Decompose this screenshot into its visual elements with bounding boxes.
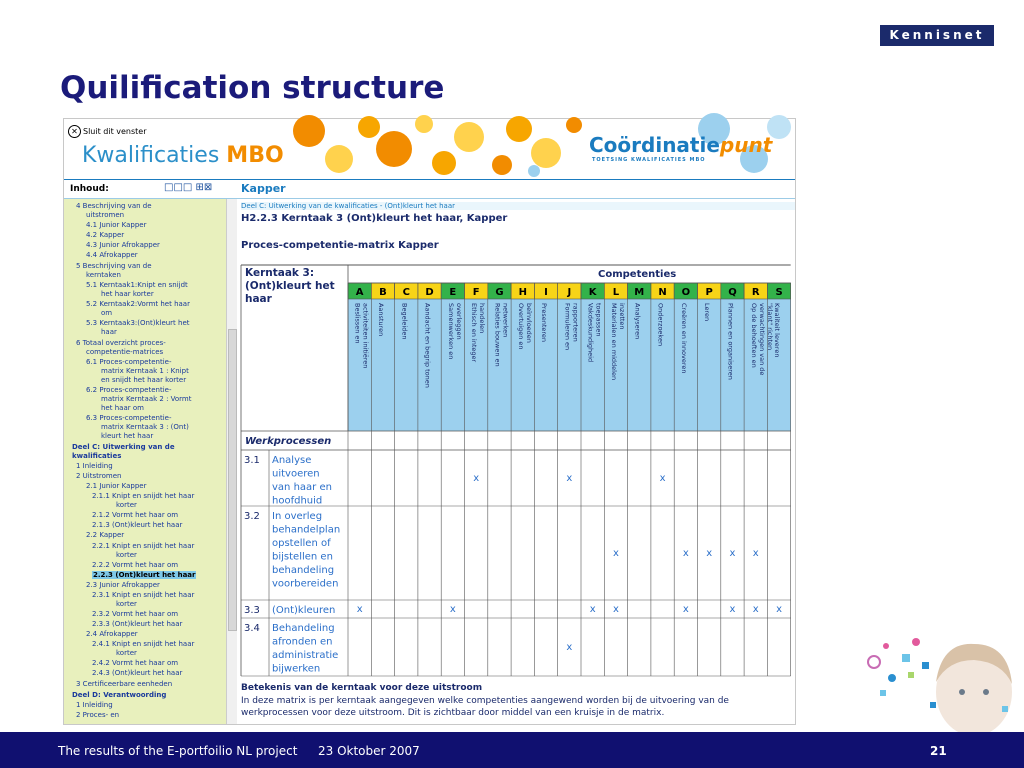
embedded-screenshot [63, 118, 796, 725]
slide-footer [0, 732, 1024, 768]
werkproces-name[interactable]: (Ont)kleuren [272, 605, 336, 616]
werkproces-name[interactable]: bijstellen en [272, 551, 333, 563]
scrollbar-thumb[interactable] [228, 329, 237, 631]
competence-name-group [657, 303, 665, 346]
werkproces-number: 3.3 [244, 605, 260, 616]
toc-item[interactable]: 2.4.1 Knipt en snijdt het haar [92, 640, 195, 648]
page-heading: H2.2.3 Kerntaak 3 (Ont)kleurt het haar, Kapper [241, 213, 508, 224]
toc-item[interactable]: matrix Kerntaak 1 : Knipt [101, 367, 189, 375]
competence-mark: x [729, 548, 736, 559]
toc-item[interactable]: uitstromen [86, 211, 125, 219]
toc-item[interactable]: 4.1 Junior Kapper [86, 221, 147, 229]
app-header [64, 119, 795, 177]
toc-item[interactable]: korter [116, 600, 137, 608]
competence-name-group [773, 303, 781, 357]
toc-item[interactable]: korter [116, 551, 137, 559]
competence-name: Samenwerken en [446, 303, 455, 360]
partner-logo-main: Coördinatie [589, 133, 720, 157]
competence-letter: O [681, 287, 691, 298]
toc-item[interactable]: 1 Inleiding [76, 462, 113, 470]
toc-item[interactable]: 2.1.1 Knipt en snijdt het haar [92, 492, 195, 500]
kerntaak-label: haar [245, 293, 272, 305]
toc-item[interactable]: 2.2.2 Vormt het haar om [92, 561, 179, 569]
toc-item[interactable]: korter [116, 501, 137, 509]
toc-item[interactable]: korter [116, 649, 137, 657]
breadcrumb[interactable]: Deel C: Uitwerking van de kwalificaties - (Ont)kleurt het haar [241, 202, 795, 210]
competence-name-group [517, 303, 533, 350]
toc-item[interactable]: 5.1 Kerntaak1:Knipt en snijdt [86, 281, 188, 289]
competence-letter: H [518, 287, 527, 298]
competence-name: toepassen [594, 303, 603, 337]
werkproces-number: 3.1 [244, 455, 260, 466]
toc-item[interactable]: 4 Beschrijving van de [76, 202, 152, 210]
app-title-plain: Kwalificaties [82, 143, 227, 168]
kennisnet-logo: Kennisnet [880, 25, 994, 46]
competence-letter: K [588, 287, 597, 298]
werkproces-name[interactable]: Analyse [272, 455, 312, 466]
competence-name-group [633, 303, 641, 339]
competence-mark: x [473, 473, 480, 484]
werkproces-name[interactable]: In overleg [272, 511, 323, 522]
competence-mark: x [706, 548, 713, 559]
toc-item[interactable]: 2.1 Junior Kapper [86, 482, 147, 490]
competence-mark: x [752, 604, 759, 615]
main-content [241, 199, 795, 724]
competence-letter: A [355, 287, 364, 298]
competence-name: Presenteren [540, 303, 549, 343]
nav-icons[interactable]: □□□ ⊞⊠ [164, 182, 213, 193]
toc-item[interactable]: 2.4.2 Vormt het haar om [92, 659, 179, 667]
competence-letter: L [612, 287, 620, 298]
app-title [82, 143, 284, 168]
toc-item[interactable]: 2.2.3 (Ont)kleurt het haar [93, 571, 196, 579]
competence-name: activiteiten initiëren [361, 303, 370, 369]
toc-item[interactable]: matrix Kerntaak 3 : (Ont) [101, 423, 189, 431]
competence-name-group [400, 303, 408, 339]
toc-item[interactable]: competentie-matrices [86, 348, 164, 356]
toc-item[interactable]: 5.3 Kerntaak3:(Ont)kleurt het [86, 319, 190, 327]
page-number: 21 [930, 744, 947, 758]
close-window-label: Sluit dit venster [83, 127, 147, 136]
competence-letter: D [425, 287, 434, 298]
toc-item[interactable]: 2.1.3 (Ont)kleurt het haar [92, 521, 183, 529]
toc-item[interactable]: 2 Uitstromen [76, 472, 122, 480]
werkproces-name[interactable]: administratie [272, 650, 339, 661]
competence-name: Beslissen en [353, 303, 362, 344]
competence-mark: x [566, 642, 573, 653]
competence-name: Ethisch en integer [470, 303, 479, 363]
competence-mark: x [589, 604, 596, 615]
competence-letter: R [751, 287, 760, 298]
competence-name-group [377, 303, 385, 336]
competence-name: Op de behoeften en [749, 303, 758, 368]
competence-mark: x [752, 548, 759, 559]
werkproces-name[interactable]: behandeling [272, 565, 335, 576]
toc-item[interactable]: 2 Proces- en [76, 711, 120, 719]
competence-letter: M [634, 287, 645, 298]
toc-item[interactable]: 1 Inleiding [76, 701, 113, 709]
competence-matrix [241, 265, 795, 675]
toc-item[interactable]: 2.3.3 (Ont)kleurt het haar [92, 620, 183, 628]
toc-item[interactable]: het haar om [101, 404, 144, 412]
toc-item[interactable]: 6.1 Proces-competentie- [86, 358, 172, 366]
competence-letter: B [379, 287, 387, 298]
footer-date: 23 Oktober 2007 [318, 744, 420, 758]
toc-item[interactable]: 4.3 Junior Afrokapper [86, 241, 160, 249]
toc-item[interactable]: 2.2.1 Knipt en snijdt het haar [92, 542, 195, 550]
werkprocessen-label: Werkprocessen [245, 436, 332, 447]
toc-item[interactable]: 2.4 Afrokapper [86, 630, 138, 638]
toc-item[interactable]: 2.3.2 Vormt het haar om [92, 610, 179, 618]
toc-item[interactable]: kerntaken [86, 271, 121, 279]
betekenis-heading: Betekenis van de kerntaak voor deze uitstroom [241, 683, 483, 693]
werkproces-name[interactable]: afronden en [272, 636, 333, 648]
competence-name-group [540, 303, 548, 342]
page-header: Kapper [241, 182, 286, 195]
app-title-accent: MBO [226, 143, 284, 168]
werkproces-name[interactable]: van haar en [272, 482, 332, 493]
competence-name: Plannen en organiseren [726, 303, 735, 380]
competence-name: overleggen [454, 303, 463, 340]
competence-letter: P [705, 287, 713, 298]
competence-name: Overtuigen en [516, 303, 525, 350]
competence-name: Formuleren en [563, 303, 572, 351]
competence-name-group [703, 303, 711, 321]
competence-mark: x [356, 604, 363, 615]
toc-item[interactable]: om [101, 309, 113, 317]
decorative-child-face-image [862, 632, 1020, 732]
werkproces-name[interactable]: Behandeling [272, 623, 335, 634]
competence-name: verwachtingen van de [757, 303, 766, 376]
competence-name: Vakdeskundigheid [586, 303, 595, 363]
toc-item[interactable]: 6.3 Proces-competentie- [86, 414, 172, 422]
toc-item[interactable]: 2.4.3 (Ont)kleurt het haar [92, 669, 183, 677]
toc-item[interactable]: 6.2 Proces-competentie- [86, 386, 172, 394]
toc-item[interactable]: het haar korter [101, 290, 154, 298]
competence-mark: x [682, 548, 689, 559]
toc-item[interactable]: haar [101, 328, 117, 336]
competence-mark: x [612, 548, 619, 559]
toc-item[interactable]: 4.2 Kapper [86, 231, 125, 239]
competence-name: rapporteren [571, 303, 580, 342]
competence-name: Aansturen [376, 303, 385, 337]
footer-project: The results of the E-portfoilio NL project [58, 744, 298, 758]
competence-name: Materialen en middelen [609, 303, 618, 381]
werkproces-number: 3.4 [244, 623, 260, 634]
werkproces-name[interactable]: behandelplan [272, 524, 341, 536]
kerntaak-label: Kerntaak 3: [245, 267, 315, 279]
werkproces-number: 3.2 [244, 511, 260, 522]
werkproces-name[interactable]: bijwerken [272, 663, 321, 675]
close-window-button[interactable] [68, 125, 147, 138]
competence-letter: F [472, 287, 480, 298]
werkproces-name[interactable]: hoofdhuid [272, 495, 323, 507]
toc-item[interactable]: kleurt het haar [101, 432, 154, 440]
toc-item[interactable]: 5 Beschrijving van de [76, 262, 152, 270]
toc-item[interactable]: 5.2 Kerntaak2:Vormt het haar [86, 300, 190, 308]
toc-item[interactable]: 2.1.2 Vormt het haar om [92, 511, 179, 519]
competence-mark: x [776, 604, 783, 615]
competence-mark: x [612, 604, 619, 615]
inhoud-label: Inhoud: [70, 184, 109, 194]
competence-letter: N [658, 287, 667, 298]
competence-name-group [424, 303, 432, 388]
competence-name: "klant" richten [765, 303, 774, 351]
toc-item[interactable]: kwalificaties [72, 452, 122, 460]
toc-item[interactable]: 2.3 Junior Afrokapper [86, 581, 160, 589]
betekenis-text: In deze matrix is per kerntaak aangegeven welke competenties aangewend worden bij de uitvoering van de werkprocessen voor deze uitstroom. Dit is zichtbaar door middel van een kruisje in de matrix. [241, 696, 729, 718]
competence-name: Aandacht en begrip tonen [423, 303, 432, 388]
competence-name: Begeleiden [400, 303, 409, 340]
competence-letter: J [567, 287, 572, 298]
competenties-label: Competenties [598, 269, 677, 280]
competence-name: Kwaliteit leveren [773, 303, 782, 358]
competence-name: Analyseren [633, 303, 642, 340]
competence-name: handelen [478, 303, 487, 334]
werkproces-name[interactable]: uitvoeren [272, 468, 320, 480]
matrix-subheading: Proces-competentie-matrix Kapper [241, 240, 439, 251]
close-icon: ✕ [68, 125, 81, 138]
partner-logo-accent: punt [719, 133, 773, 157]
partner-logo-subtitle: TOETSING KWALIFICATIES MBO [592, 157, 706, 163]
competence-letter: C [402, 287, 410, 298]
competence-letter: Q [728, 287, 737, 298]
toc-scrollbar[interactable] [226, 199, 237, 724]
competence-mark: x [659, 473, 666, 484]
toc-item[interactable]: 2.2 Kapper [86, 531, 125, 539]
competence-name: inzetten [617, 303, 626, 330]
competence-mark: x [729, 604, 736, 615]
competence-name: Onderzoeken [656, 303, 665, 347]
toc-item[interactable]: 6 Totaal overzicht proces- [76, 339, 166, 347]
werkproces-name[interactable]: voorbereiden [272, 578, 339, 590]
competence-mark: x [566, 473, 573, 484]
competence-name-group [726, 303, 734, 380]
table-of-contents [64, 199, 226, 724]
competence-name: Leren [703, 303, 712, 322]
toc-item[interactable]: 3 Certificeerbare eenheden [76, 680, 173, 688]
competence-name: netwerken [501, 303, 510, 338]
kerntaak-label: (Ont)kleurt het [245, 280, 335, 292]
competence-name-group [680, 303, 688, 373]
toc-item[interactable]: matrix Kerntaak 2 : Vormt [101, 395, 192, 403]
nav-bar [64, 179, 795, 199]
competence-name: Relaties bouwen en [493, 303, 502, 367]
competence-letter: G [495, 287, 504, 298]
toc-item[interactable]: Deel C: Uitwerking van de [72, 443, 175, 451]
toc-item[interactable]: 2.3.1 Knipt en snijdt het haar [92, 591, 195, 599]
toc-item[interactable]: en snijdt het haar korter [101, 376, 187, 384]
competence-mark: x [682, 604, 689, 615]
competence-name: beïnvloeden [524, 303, 533, 343]
competence-letter: I [544, 287, 548, 298]
competence-mark: x [449, 604, 456, 615]
coordinatiepunt-logo [589, 133, 772, 157]
slide-title: Quilification structure [60, 70, 445, 106]
competence-letter: S [775, 287, 783, 298]
competence-letter: E [449, 287, 457, 298]
toc-item[interactable]: 4.4 Afrokapper [86, 251, 138, 259]
toc-item[interactable]: Deel D: Verantwoording [72, 691, 167, 699]
werkproces-name[interactable]: opstellen of [272, 538, 331, 549]
competence-name: Creëren en innoveren [679, 303, 688, 374]
